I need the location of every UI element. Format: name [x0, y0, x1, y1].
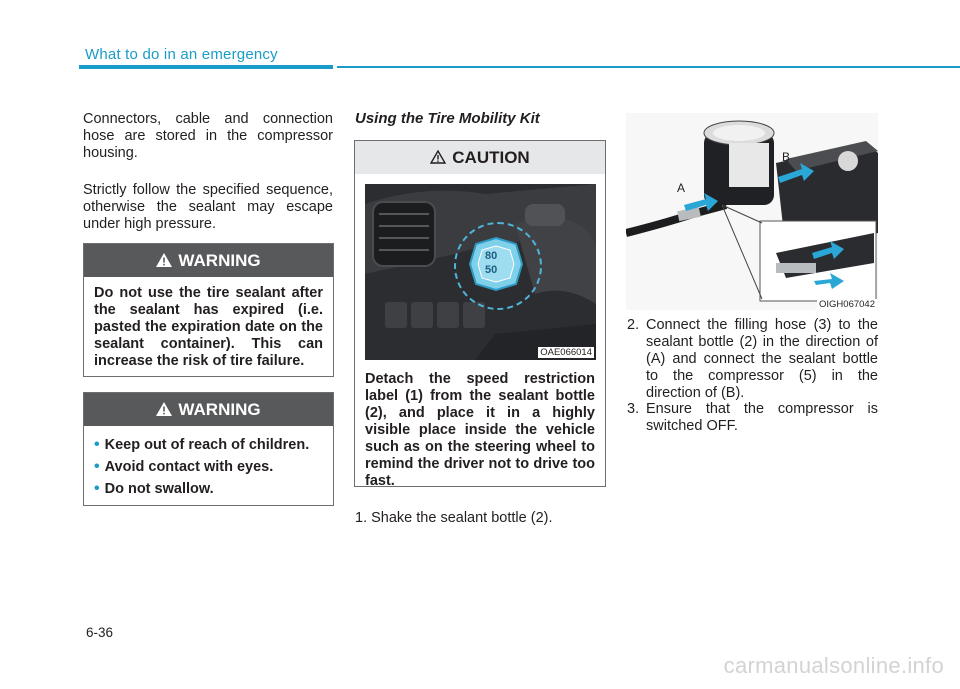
sequence-paragraph: Strictly follow the specified sequence, otherwise the sealant may escape under high pressure. [83, 182, 333, 232]
warning-list-item: • Do not swallow. [94, 480, 214, 497]
step-number: 3. [627, 401, 640, 417]
image-code-caution: OAE066014 [540, 347, 592, 358]
intro-paragraph: Connectors, cable and connection hose are stored in the compressor housing. [83, 111, 333, 161]
watermark: carmanualsonline.info [723, 653, 944, 678]
warning-header [84, 393, 333, 426]
step-number: 2. [627, 317, 640, 333]
step-text: Connect the filling hose (3) to the sealant bottle (2) in the direction of (A) and connect the sealant bottle to the compressor (5) in the direction of (B). [646, 317, 878, 401]
speed-label-value-bottom: 50 [485, 264, 498, 276]
bullet-icon: • [94, 480, 100, 497]
sealant-kit-photo [626, 113, 878, 310]
step-number: 1. [355, 510, 368, 526]
warning-list [94, 436, 323, 498]
header-rule [337, 66, 960, 68]
caution-triangle-icon [430, 150, 446, 164]
warning-text: Do not use the tire sealant after the sealant has expired (i.e. pasted the expiration date on the sealant container). This can increase the risk of tire failure. [94, 285, 323, 369]
speed-label-value-top: 80 [485, 250, 498, 262]
caution-text: Detach the speed restriction label (1) from the sealant bottle (2), and place it in a highly visible place inside the vehicle such as on the steering wheel to remind the driver not to drive too fast. [365, 371, 595, 489]
header-bar-accent [79, 65, 333, 69]
warning-box-safety [83, 392, 334, 506]
step-2 [627, 317, 878, 402]
warning-list-wrap [84, 426, 333, 498]
caution-label: CAUTION [452, 148, 530, 167]
warning-triangle-icon [156, 253, 172, 267]
step-text: Ensure that the compressor is switched OFF. [646, 401, 878, 434]
warning-label: WARNING [178, 400, 261, 419]
bullet-icon: • [94, 436, 100, 453]
caution-box [354, 140, 606, 487]
subsection-title: Using the Tire Mobility Kit [355, 110, 540, 127]
warning-label: WARNING [178, 251, 261, 270]
step-1 [355, 510, 605, 527]
warning-triangle-icon [156, 402, 172, 416]
bullet-icon: • [94, 458, 100, 475]
sealant-kit-illustration [626, 113, 878, 310]
section-header-title: What to do in an emergency [85, 46, 278, 63]
callout-a: A [677, 181, 686, 195]
step-3 [627, 401, 878, 435]
warning-list-item: • Avoid contact with eyes. [94, 458, 274, 475]
warning-header [84, 244, 333, 277]
image-code-kit: OIGH067042 [819, 299, 875, 310]
warning-box-expiry [83, 243, 334, 377]
dashboard-photo [365, 184, 596, 360]
page-number: 6-36 [86, 625, 114, 640]
warning-list-item: • Keep out of reach of children. [94, 436, 310, 453]
caution-header [355, 141, 605, 174]
step-text: Shake the sealant bottle (2). [371, 510, 553, 526]
callout-b: B [782, 150, 791, 164]
